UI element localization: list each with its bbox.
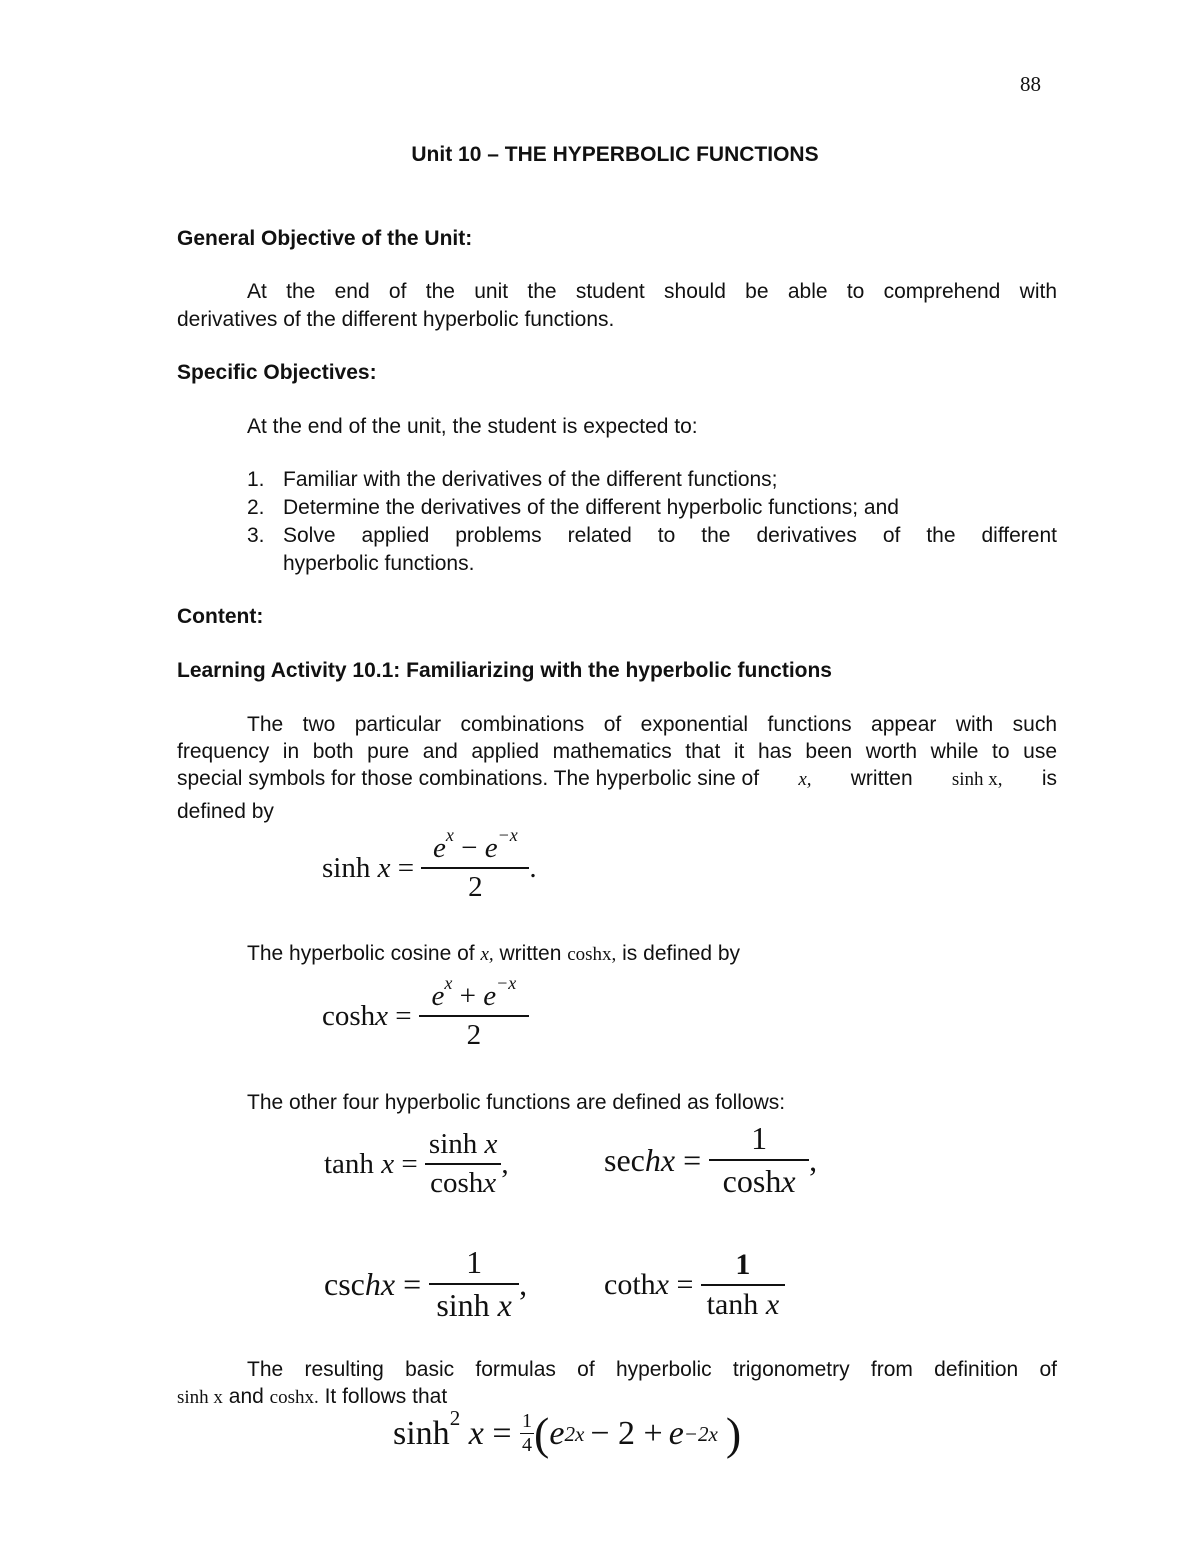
objective-number: 2. <box>247 496 265 519</box>
objective-text: Determine the derivatives of the different hyperbolic functions; and <box>283 496 899 519</box>
content-heading: Content: <box>177 605 264 628</box>
basic-formulas-line1: The resulting basic formulas of hyperbolic trigonometry from definition of <box>247 1358 1057 1381</box>
specific-objectives-heading: Specific Objectives: <box>177 361 377 384</box>
intro-line3-is: is <box>1041 767 1057 790</box>
eq-fraction: $\frac{\text{sinh x}}{\cosh x}$ <box>425 1128 501 1200</box>
open-paren: ( <box>534 1407 550 1459</box>
eq-lhs: tanh x = <box>324 1147 425 1180</box>
objective-text-continued: hyperbolic functions. <box>283 552 475 575</box>
other-four-text: The other four hyperbolic functions are defined as follows: <box>247 1091 786 1114</box>
intro-line3-written: written <box>850 767 913 790</box>
objective-number: 3. <box>247 524 265 547</box>
objective-text: Solve applied problems related to the derivatives of the different <box>283 524 1057 547</box>
unit-title: Unit 10 – THE HYPERBOLIC FUNCTIONS <box>411 143 819 166</box>
sech-definition: sechx = $\frac{1}{\cosh x}$ , <box>604 1120 818 1199</box>
eq-fraction: $\frac{e^x - e^{-x}}{2}$ <box>421 832 529 904</box>
cosh-definition <box>322 972 529 1052</box>
intro-line3-text: special symbols for those combinations. The hyperbolic sine of <box>177 767 760 790</box>
sinh-squared-identity: $\sinh^2 x$ = $\frac{1}{4}$ ( e 2x − 2 + e −2x ) <box>393 1405 742 1459</box>
sinh-definition: sinh x = $\frac{e^x - e^{-x}}{2}$ . <box>322 824 537 903</box>
eq-lhs: sinh x = <box>322 851 422 884</box>
tanh-definition: tanh x = $\frac{\text{sinh x}}{\cosh x}$ , <box>324 1128 509 1199</box>
intro-line2: frequency in both pure and applied mathematics that it has been worth while to use <box>177 740 1057 763</box>
math-x: x, <box>798 769 812 790</box>
csch-definition: cschx = $\frac{1}{\text{sinh x}}$ , <box>324 1244 528 1323</box>
intro-line4: defined by <box>177 800 274 823</box>
eq-fraction: $\frac{1}{\cosh x}$ <box>709 1120 809 1200</box>
eq-lhs: $\sinh^2 x$ = <box>393 1405 521 1452</box>
basic-formulas-line2: sinh x and coshx. It follows that <box>177 1385 448 1408</box>
general-objective-line2: derivatives of the different hyperbolic functions. <box>177 308 615 331</box>
cosh-intro: The hyperbolic cosine of x, written coshx, is defined by <box>247 942 741 965</box>
math-sinh-x: sinh x, <box>951 769 1003 790</box>
eq-lhs: coshx = <box>322 999 419 1032</box>
eq-lhs: cschx = <box>324 1265 430 1302</box>
objective-number: 1. <box>247 468 265 491</box>
eq-fraction: $\frac{1}{\text{sinh x}}$ <box>429 1244 519 1324</box>
general-objective-heading: General Objective of the Unit: <box>177 227 473 250</box>
coth-definition <box>604 1248 785 1322</box>
specific-objectives-intro: At the end of the unit, the student is expected to: <box>247 415 698 438</box>
activity-heading: Learning Activity 10.1: Familiarizing with the hyperbolic functions <box>177 659 832 682</box>
eq-lhs: cothx = <box>604 1268 701 1301</box>
general-objective-line1: At the end of the unit the student should be able to comprehend with <box>247 280 1057 303</box>
eq-lhs: sechx = <box>604 1141 710 1178</box>
objective-text: Familiar with the derivatives of the different functions; <box>283 468 778 491</box>
close-paren: ) <box>725 1407 742 1459</box>
intro-line1: The two particular combinations of exponential functions appear with such <box>247 713 1057 736</box>
eq-fraction: $\frac{1}{\text{tanh x}}$ <box>701 1248 785 1322</box>
eq-fraction: $\frac{e^x + e^{-x}}{2}$ <box>419 980 529 1052</box>
intro-line3 <box>177 765 1057 794</box>
eq-quarter-fraction: $\frac{1}{4}$ <box>522 1410 533 1456</box>
page-number: 88 <box>1020 72 1041 96</box>
